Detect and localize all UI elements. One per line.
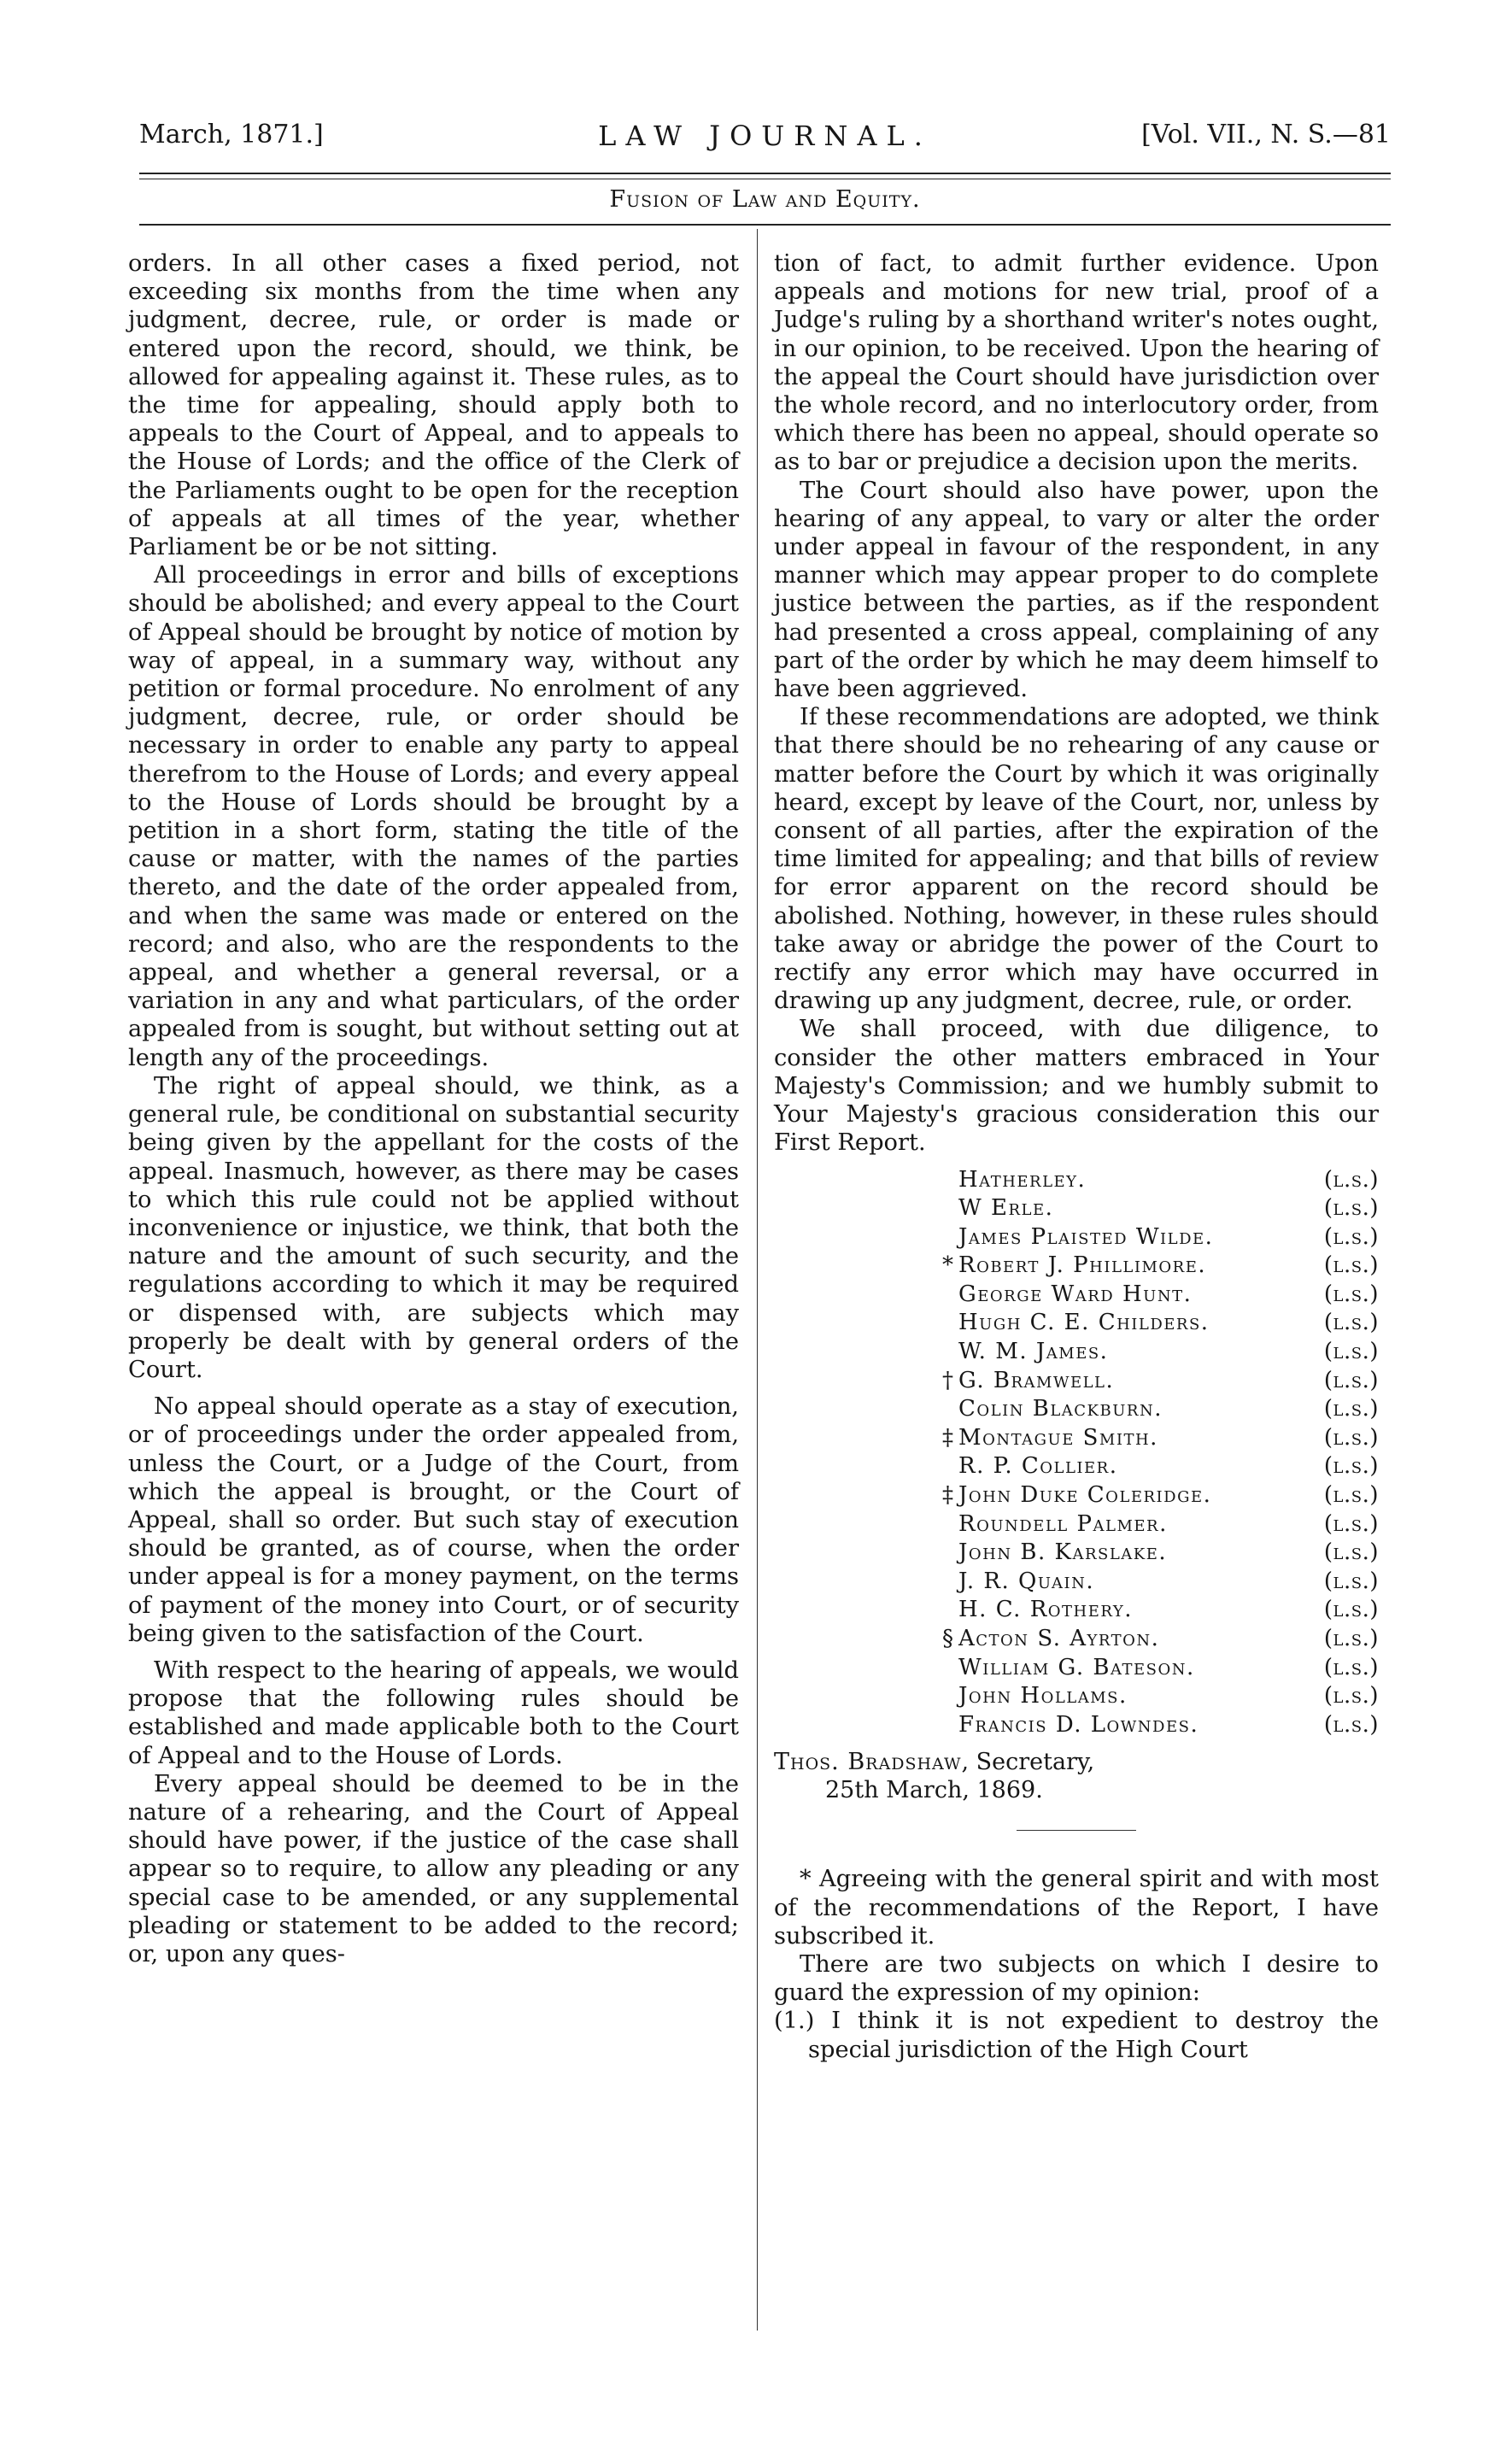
seal-mark: (l.s.) bbox=[1323, 1396, 1379, 1422]
signatory-name: Acton S. Ayrton. bbox=[958, 1626, 1160, 1651]
signatories-list bbox=[774, 1166, 1379, 1740]
seal-mark: (l.s.) bbox=[1323, 1166, 1379, 1193]
signatory-row bbox=[774, 1223, 1379, 1252]
signatory-row bbox=[774, 1682, 1379, 1711]
signatory-row bbox=[774, 1367, 1379, 1396]
signatory-row bbox=[774, 1510, 1379, 1539]
footnote-mark: § bbox=[942, 1626, 953, 1651]
signatory-row bbox=[774, 1424, 1379, 1453]
footnote-mark bbox=[774, 1654, 958, 1683]
secretary-block bbox=[774, 1748, 1379, 1804]
seal-mark: (l.s.) bbox=[1323, 1683, 1379, 1709]
signatory-name: W. M. James. bbox=[958, 1339, 1109, 1365]
footnote-mark bbox=[774, 1510, 958, 1539]
signatory-name: William G. Bateson. bbox=[958, 1654, 1195, 1680]
signatory-name: J. R. Quain. bbox=[958, 1568, 1095, 1594]
signatory-name: Robert J. Phillimore. bbox=[958, 1252, 1207, 1279]
signatory-name: Colin Blackburn. bbox=[958, 1396, 1163, 1422]
signatory-row bbox=[774, 1481, 1379, 1510]
footnote-mark bbox=[774, 1166, 958, 1195]
running-head bbox=[139, 120, 1391, 162]
paragraph: We shall proceed, with due diligence, to consider the other matters embraced in Your Majesty's Commission; and we humbly submit to Your Majesty's gracious consideration this our First Report. bbox=[774, 1016, 1379, 1157]
secretary-name: Thos. Bradshaw bbox=[774, 1749, 962, 1776]
report-date: 25th March, 1869. bbox=[825, 1777, 1043, 1804]
footnote-mark bbox=[774, 1596, 958, 1625]
signatory-row bbox=[774, 1309, 1379, 1338]
seal-mark: (l.s.) bbox=[1323, 1626, 1379, 1651]
issue-date: March, 1871.] bbox=[139, 120, 324, 150]
signatory-row bbox=[774, 1166, 1379, 1195]
seal-mark: (l.s.) bbox=[1323, 1453, 1379, 1480]
signatory-row bbox=[774, 1452, 1379, 1481]
paragraph: tion of fact, to admit further evidence. Upon appeals and motions for new trial, proof of a Judge's ruling by a shorthand writer's notes ought, in our opinion, to be received. Upon the hearing of the appeal the Court should have jurisdiction over the whole record, and no interlocutory order, from which there has been no appeal, should operate so as to bar or prejudice a decision upon the merits. bbox=[774, 250, 1379, 476]
paragraph: All proceedings in error and bills of exceptions should be abolished; and every appeal to the Court of Appeal should be brought by notice of motion by way of appeal, in a summary way, without any petition or formal procedure. No enrolment of any judgment, decree, rule, or order should be necessary in order to enable any party to appeal therefrom to the House of Lords; and every appeal to the House of Lords should be brought by a petition in a short form, stating the title of the cause or matter, with the names of the parties thereto, and the date of the order appealed from, and when the same was made or entered on the record; and also, who are the respondents to the appeal, and whether a general reversal, or a variation in any and what particulars, of the order appealed from is sought, but without setting out at length any of the proceedings. bbox=[128, 562, 739, 1071]
seal-mark: (l.s.) bbox=[1323, 1711, 1379, 1738]
footnote-mark bbox=[774, 1452, 958, 1481]
signatory-name: James Plaisted Wilde. bbox=[958, 1223, 1214, 1250]
seal-mark: (l.s.) bbox=[1323, 1539, 1379, 1566]
footnote-mark bbox=[774, 1338, 958, 1367]
journal-title: LAW JOURNAL. bbox=[598, 120, 932, 152]
paragraph: No appeal should operate as a stay of execution, or of proceedings under the order appealed from, unless the Court, or a Judge of the Court, from which the appeal is brought, or the Court of Appeal, shall so order. But such stay of execution should be granted, as of course, when the order under appeal is for a money payment, on the terms of payment of the money into Court, or of security being given to the satisfaction of the Court. bbox=[128, 1393, 739, 1647]
volume-page-number: [Vol. VII., N. S.—81 bbox=[1141, 120, 1391, 150]
signatory-name: John Duke Coleridge. bbox=[958, 1482, 1212, 1509]
paragraph: With respect to the hearing of appeals, we would propose that the following rules should be established and made applicable both to the Court of Appeal and to the House of Lords. bbox=[128, 1656, 739, 1769]
signatory-name: George Ward Hunt. bbox=[958, 1281, 1193, 1307]
header-rule bbox=[139, 224, 1391, 226]
signatory-row bbox=[774, 1338, 1379, 1367]
seal-mark: (l.s.) bbox=[1323, 1252, 1379, 1279]
left-column bbox=[128, 249, 739, 1968]
signatory-row bbox=[774, 1281, 1379, 1310]
header-double-rule bbox=[139, 173, 1391, 179]
signatory-name: Montague Smith. bbox=[958, 1424, 1158, 1451]
section-title: Fusion of Law and Equity. bbox=[609, 186, 921, 213]
footnote-mark bbox=[774, 1711, 958, 1740]
seal-mark: (l.s.) bbox=[1323, 1223, 1379, 1250]
paragraph: If these recommendations are adopted, we think that there should be no rehearing of any cause or matter before the Court by which it was originally heard, except by leave of the Court, nor, unless by consent of all parties, after the expiration of the time limited for appealing; and that bills of review for error apparent on the record should be abolished. Nothing, however, in these rules should take away or abridge the power of the Court to rectify any error which may have occurred in drawing up any judgment, decree, rule, or order. bbox=[774, 704, 1379, 1015]
seal-mark: (l.s.) bbox=[1323, 1568, 1379, 1594]
paragraph: orders. In all other cases a fixed period, not exceeding six months from the time when any judgment, decree, rule, or order is made or entered upon the record, should, we think, be allowed for appealing against it. These rules, as to the time for appealing, should apply both to appeals to the Court of Appeal, and to appeals to the House of Lords; and the office of the Clerk of the Parliaments ought to be open for the reception of appeals at all times of the year, whether Parliament be or be not sitting. bbox=[128, 250, 739, 561]
signatory-name: Hugh C. E. Childers. bbox=[958, 1310, 1210, 1336]
footnote-separator bbox=[1017, 1830, 1136, 1831]
seal-mark: (l.s.) bbox=[1323, 1510, 1379, 1537]
right-column bbox=[774, 249, 1379, 2064]
signatory-name: Hatherley. bbox=[958, 1166, 1087, 1193]
seal-mark: (l.s.) bbox=[1323, 1367, 1379, 1393]
paragraph: The Court should also have power, upon the hearing of any appeal, to vary or alter the order under appeal in favour of the respondent, in any manner which may appear proper to do complete justice between the parties, as if the respondent had presented a cross appeal, complaining of any part of the order by which he may deem himself to have been aggrieved. bbox=[774, 477, 1379, 703]
footnote-mark bbox=[774, 1194, 958, 1223]
footnote-mark bbox=[774, 1568, 958, 1597]
signatory-row bbox=[774, 1252, 1379, 1281]
seal-mark: (l.s.) bbox=[1323, 1482, 1379, 1509]
seal-mark: (l.s.) bbox=[1323, 1597, 1379, 1623]
signatory-name: G. Bramwell. bbox=[958, 1367, 1115, 1393]
signatory-row bbox=[774, 1395, 1379, 1424]
footnote-mark: ‡ bbox=[942, 1424, 953, 1451]
seal-mark: (l.s.) bbox=[1323, 1310, 1379, 1336]
footnote-paragraph: There are two subjects on which I desire to guard the expression of my opinion: bbox=[774, 1950, 1379, 2007]
signatory-row bbox=[774, 1711, 1379, 1740]
signatory-row bbox=[774, 1568, 1379, 1597]
footnote-mark bbox=[774, 1539, 958, 1568]
footnote-mark bbox=[774, 1395, 958, 1424]
paragraph: Every appeal should be deemed to be in the nature of a rehearing, and the Court of Appeal should have power, if the justice of the case shall appear so to require, to allow any pleading or any special case to be amended, or any supplemental pleading or statement to be added to the record; or, upon any ques- bbox=[128, 1770, 739, 1967]
footnote-mark: * bbox=[942, 1252, 953, 1279]
signatory-row bbox=[774, 1539, 1379, 1568]
secretary-line bbox=[774, 1748, 1379, 1776]
signatory-row bbox=[774, 1625, 1379, 1654]
footnote-mark: † bbox=[942, 1367, 953, 1393]
signatory-name: John Hollams. bbox=[958, 1683, 1128, 1709]
signatory-name: Francis D. Lowndes. bbox=[958, 1711, 1199, 1738]
signatory-row bbox=[774, 1596, 1379, 1625]
signatory-name: H. C. Rothery. bbox=[958, 1597, 1134, 1623]
signatory-name: R. P. Collier. bbox=[958, 1453, 1118, 1480]
signatory-row bbox=[774, 1654, 1379, 1683]
signatory-row bbox=[774, 1194, 1379, 1223]
footnote-paragraph: (1.) I think it is not expedient to destroy the special jurisdiction of the High Court bbox=[774, 2008, 1379, 2063]
footnote-paragraph: * Agreeing with the general spirit and with most of the recommendations of the Report, I have subscribed it. bbox=[774, 1866, 1379, 1950]
secretary-title: , Secretary, bbox=[961, 1749, 1095, 1776]
footnote-mark bbox=[774, 1682, 958, 1711]
footnote-mark bbox=[774, 1281, 958, 1310]
seal-mark: (l.s.) bbox=[1323, 1339, 1379, 1365]
seal-mark: (l.s.) bbox=[1323, 1654, 1379, 1680]
seal-mark: (l.s.) bbox=[1323, 1195, 1379, 1222]
footnote-mark: ‡ bbox=[942, 1482, 953, 1509]
column-divider bbox=[757, 229, 758, 2331]
paragraph: The right of appeal should, we think, as a general rule, be conditional on substantial security being given by the appellant for the costs of the appeal. Inasmuch, however, as there may be cases to which this rule could not be applied without inconvenience or injustice, we think, that both the nature and the amount of such security, and the regulations according to which it may be required or dispensed with, are subjects which may properly be dealt with by general orders of the Court. bbox=[128, 1072, 739, 1383]
seal-mark: (l.s.) bbox=[1323, 1424, 1379, 1451]
signatory-name: Roundell Palmer. bbox=[958, 1510, 1168, 1537]
footnote-mark bbox=[774, 1223, 958, 1252]
signatory-name: John B. Karslake. bbox=[958, 1539, 1168, 1566]
signatory-name: W Erle. bbox=[958, 1195, 1054, 1222]
seal-mark: (l.s.) bbox=[1323, 1281, 1379, 1307]
footnote-mark bbox=[774, 1309, 958, 1338]
